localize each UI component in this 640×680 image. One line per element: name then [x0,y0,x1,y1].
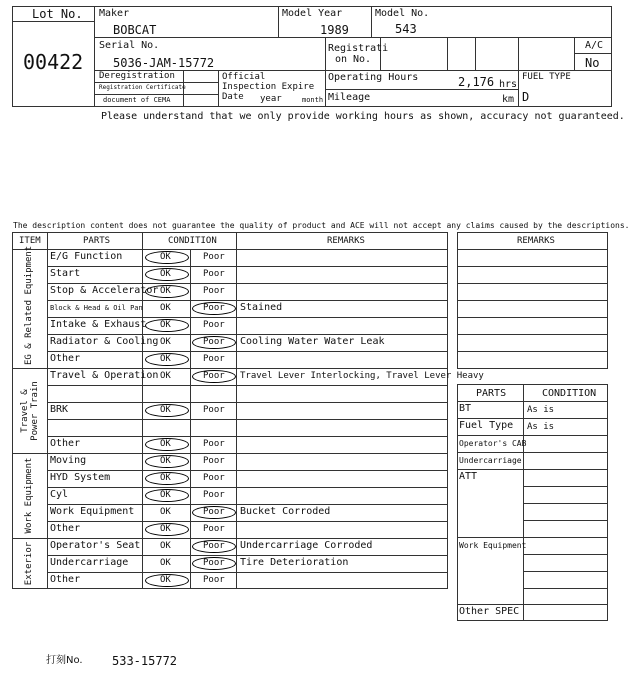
right-remarks-row-line [457,249,608,250]
row-line [47,487,448,488]
serial-value: 5036-JAM-15772 [113,56,215,70]
row-line [47,470,448,471]
poor-selected-circle [192,336,236,349]
ok-option: OK [160,524,171,534]
hours-divider [325,89,518,90]
remark-text: Stained [240,302,283,313]
ok-selected-circle [145,404,189,417]
ok-selected-circle [145,574,189,587]
part-name: Undercarriage [50,557,129,568]
operating-hours-label: Operating Hours [328,72,419,83]
operating-hours-value: 2,176 [458,75,495,89]
model-year-label: Model Year [282,8,343,19]
year-label: year [260,94,282,104]
row-line [47,419,448,420]
row-line [12,368,448,369]
poor-selected-circle [192,370,236,383]
item-header: ITEM [19,236,41,246]
group-label: Travel & Power Train [19,380,40,441]
part-name: Stop & Accelerator [50,285,159,296]
part-name: BRK [50,404,69,415]
poor-selected-circle [192,540,236,553]
model-year-value: 1989 [320,23,349,37]
ok-option: OK [160,286,171,296]
poor-option: Poor [203,405,225,415]
spec-condition-header: CONDITION [542,388,597,399]
mileage-label: Mileage [328,92,371,103]
row-line [47,317,448,318]
poor-selected-circle [192,302,236,315]
ok-option: OK [160,371,171,381]
row-line [12,453,448,454]
row-line [47,283,448,284]
spec-condition: As is [527,405,555,415]
stamp-no-value: 533-15772 [112,654,178,668]
row-line [47,300,448,301]
spec-condition: As is [527,422,555,432]
ok-selected-circle [145,455,189,468]
spec-row-line [457,418,608,419]
ok-option: OK [160,320,171,330]
ok-option: OK [160,439,171,449]
ok-selected-circle [145,319,189,332]
ok-selected-circle [145,353,189,366]
row-line [47,334,448,335]
description-notice: The description content does not guarantee the quality of product and ACE will not accept any claims caused by the descriptions. [13,221,630,230]
poor-selected-circle [192,557,236,570]
fuel-type-label: FUEL TYPE [522,72,571,82]
header-vline-g [518,37,519,107]
part-name: Travel & Operation [50,370,159,381]
part-name: Work Equipment [50,506,135,517]
serial-label: Serial No. [99,40,160,51]
part-name: E/G Function [50,251,123,262]
ok-selected-circle [145,285,189,298]
poor-option: Poor [203,541,225,551]
spec-cond-line [523,520,608,521]
ok-option: OK [160,541,171,551]
poor-option: Poor [203,490,225,500]
part-name: Other [50,523,81,534]
group-label: EG & Related Equipment [24,245,34,365]
poor-option: Poor [203,252,225,262]
month-label: month [302,96,324,104]
spec-row-line [457,401,608,402]
ok-selected-circle [145,438,189,451]
ok-option: OK [160,405,171,415]
right-remarks-row-line [457,351,608,352]
maker-label: Maker [99,8,130,19]
lot-divider [12,21,95,22]
part-name: Other [50,574,81,585]
header-vline-b [371,6,372,37]
fuel-type-value: D [522,90,530,104]
ac-label: A/C [585,40,604,51]
spec-cond-line [523,503,608,504]
header-bottom-line [12,249,448,250]
spec-cond-line [523,588,608,589]
km-unit: km [502,94,515,105]
spec-part: Fuel Type [459,420,514,431]
spec-part: Undercarriage [459,456,522,465]
part-name: Moving [50,455,87,466]
hours-notice: Please understand that we only provide working hours as shown, accuracy not guaranteed. [101,111,625,122]
poor-option: Poor [203,507,225,517]
spec-cond-line [523,571,608,572]
group-label: Work Equipment [24,457,34,533]
ok-option: OK [160,558,171,568]
poor-option: Poor [203,558,225,568]
row-line [47,504,448,505]
condition-header: CONDITION [168,236,217,246]
col-line-cond [236,232,237,589]
ok-option: OK [160,303,171,313]
spec-parts-header: PARTS [476,388,507,399]
poor-option: Poor [203,269,225,279]
poor-option: Poor [203,354,225,364]
spec-row-line [457,435,608,436]
poor-option: Poor [203,456,225,466]
ok-option: OK [160,507,171,517]
right-remarks-row-line [457,266,608,267]
ok-selected-circle [145,268,189,281]
spec-row-line [457,452,608,453]
hrs-unit: hrs [499,79,518,90]
ok-option: OK [160,252,171,262]
ac-value: No [585,56,600,70]
row-line [47,572,448,573]
dereg-line-2 [95,94,218,95]
poor-option: Poor [203,286,225,296]
row-line [47,385,448,386]
right-remarks-row-line [457,283,608,284]
poor-option: Poor [203,320,225,330]
col-line-item [47,232,48,589]
spec-part: Other SPEC [459,606,520,617]
ok-selected-circle [145,489,189,502]
poor-option: Poor [203,575,225,585]
cema-label: document of CEMA [103,96,171,104]
part-name: Block & Head & Oil Pan [50,304,143,312]
spec-cond-line [523,554,608,555]
inspection-label: Official Inspection Expire Date [222,72,315,102]
row-line [47,521,448,522]
remark-text: Travel Lever Interlocking, Travel Lever Heavy [240,371,484,381]
part-name: Intake & Exhaust [50,319,147,330]
row-line [47,555,448,556]
ok-option: OK [160,337,171,347]
dereg-line-1 [95,82,218,83]
header-vline-i [218,70,219,107]
stamp-no-label: 打刻No. [46,655,83,666]
ac-divider [574,53,612,54]
model-no-value: 543 [395,22,417,36]
ok-option: OK [160,354,171,364]
spec-row-line [457,604,608,605]
part-name: Radiator & Cooling [50,336,159,347]
part-name: Cyl [50,489,69,500]
group-label: Exterior [24,541,34,585]
header-row-line-1 [95,37,612,38]
spec-part: BT [459,403,472,414]
header-vline-c [325,37,326,107]
lot-number: 00422 [23,50,84,74]
row-line [47,351,448,352]
part-name: Other [50,353,81,364]
ok-option: OK [160,269,171,279]
right-remarks-row-line [457,334,608,335]
part-name: HYD System [50,472,111,483]
ok-selected-circle [145,251,189,264]
remark-text: Bucket Corroded [240,506,331,517]
header-vline-e [447,37,448,70]
poor-option: Poor [203,303,225,313]
poor-option: Poor [203,337,225,347]
header-vline-f [475,37,476,70]
spec-part: Work Equipment [459,541,527,550]
remark-text: Undercarriage Corroded [240,540,373,551]
row-line [12,538,448,539]
ok-selected-circle [145,472,189,485]
right-remarks-row-line [457,300,608,301]
spec-cond-line [523,486,608,487]
header-vline-a [278,6,279,37]
poor-option: Poor [203,473,225,483]
spec-row-line [457,537,608,538]
ok-option: OK [160,473,171,483]
remark-text: Cooling Water Water Leak [240,336,385,347]
part-name: Operator's Seat [50,540,141,551]
registration-certificate-label: Registration Certificate [99,84,186,91]
remarks-header: REMARKS [327,236,365,246]
row-line [47,436,448,437]
poor-selected-circle [192,506,236,519]
row-line [47,266,448,267]
ok-option: OK [160,490,171,500]
ok-option: OK [160,456,171,466]
model-no-label: Model No. [375,8,430,19]
registration-label: Registrati on No. [328,43,389,65]
parts-header: PARTS [83,236,111,246]
row-line [47,402,448,403]
lot-label: Lot No. [32,7,83,21]
poor-option: Poor [203,371,225,381]
maker-value: BOBCAT [113,23,157,37]
right-remarks-row-line [457,317,608,318]
deregistration-label: Deregistration [99,71,175,81]
poor-option: Poor [203,524,225,534]
spec-row-line [457,469,608,470]
ok-option: OK [160,575,171,585]
right-remarks-header: REMARKS [517,236,555,246]
spec-part: ATT [459,471,478,482]
remark-text: Tire Deterioration [240,557,349,568]
part-name: Other [50,438,81,449]
ok-selected-circle [145,523,189,536]
poor-option: Poor [203,439,225,449]
spec-part: Operator's CAB [459,439,527,448]
part-name: Start [50,268,81,279]
